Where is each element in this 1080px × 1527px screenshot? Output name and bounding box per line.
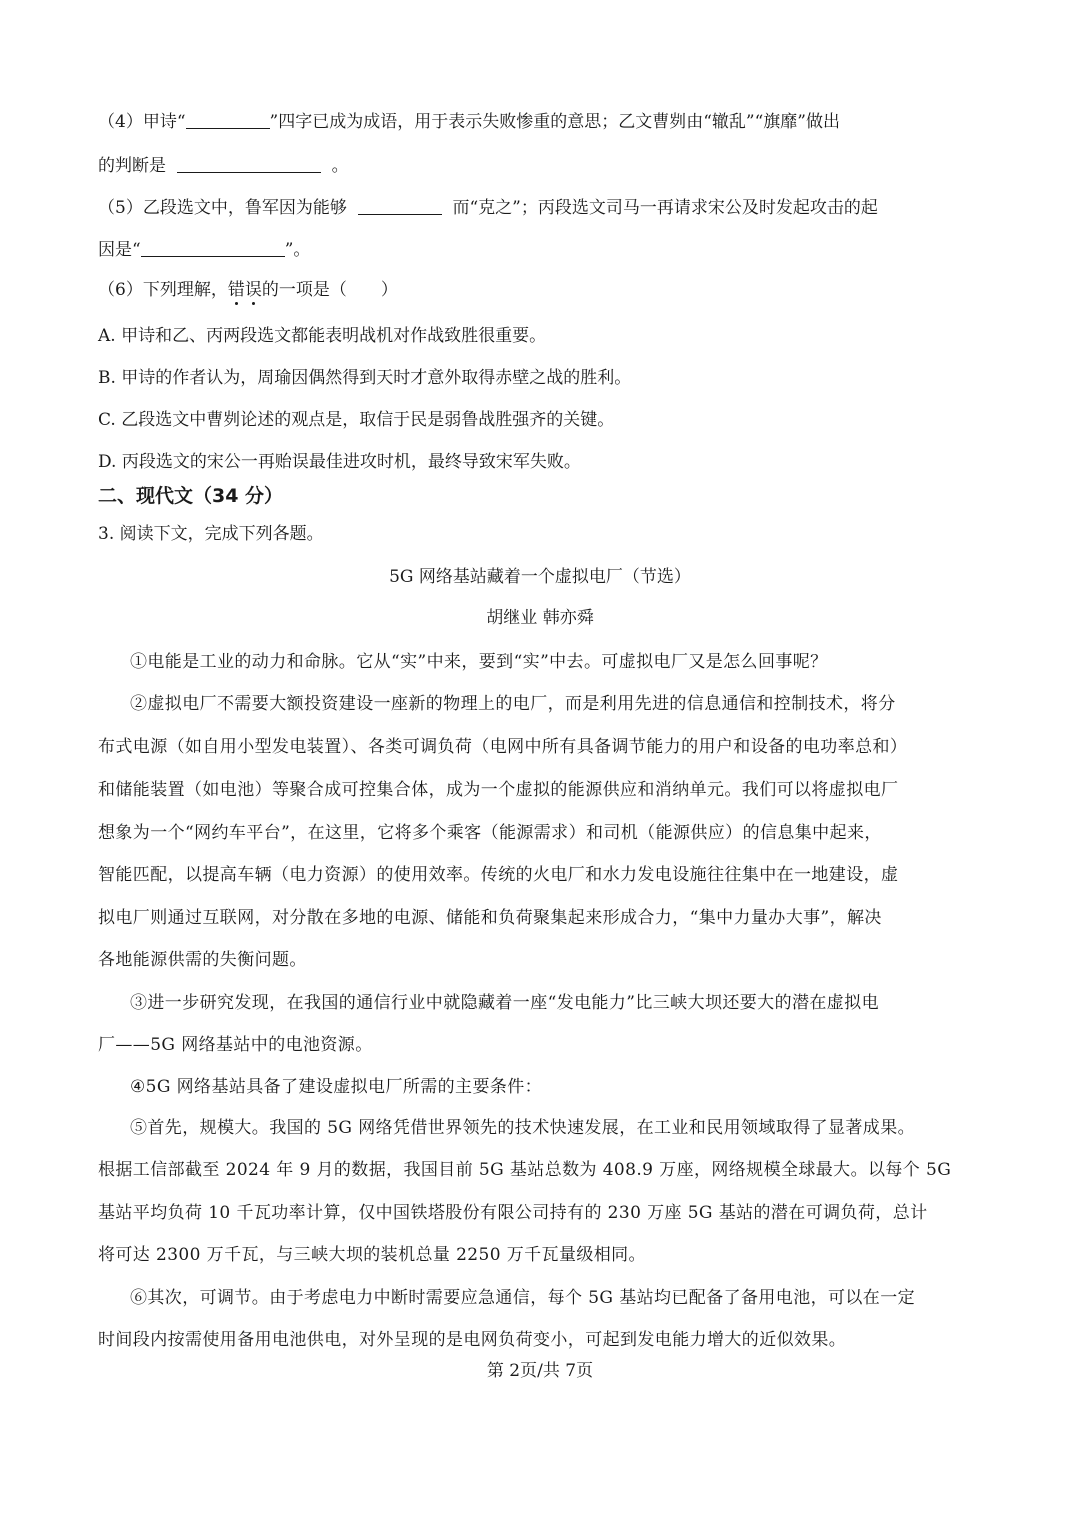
question-4-line-2 [98, 154, 982, 178]
section-heading: 二、现代文（34 分） [98, 485, 284, 507]
article-line: 智能匹配，以提高车辆（电力资源）的使用效率。传统的火电厂和水力发电设施往往集中在一地建设，虚 [98, 865, 899, 885]
article-line: 布式电源（如自用小型发电装置）、各类可调负荷（电网中所有具备调节能力的用户和设备的电功率总和） [98, 737, 908, 757]
article-line: ⑥其次，可调节。由于考虑电力中断时需要应急通信，每个 5G 基站均已配备了备用电池，可以在一定 [130, 1288, 916, 1308]
article-line: 和储能装置（如电池）等聚合成可控集合体，成为一个虚拟的能源供应和消纳单元。我们可以将虚拟电厂 [98, 780, 899, 800]
question-4-text-a: （4）甲诗“ [98, 112, 186, 132]
article-line: 时间段内按需使用备用电池供电，对外呈现的是电网负荷变小，可起到发电能力增大的近似效果。 [98, 1330, 847, 1350]
question-6-text-a: （6）下列理解， [98, 280, 228, 300]
question-4-text-b: ”四字已成为成语，用于表示失败惨重的意思；乙文曹刿由“辙乱”“旗靡”做出 [269, 112, 840, 132]
article-author: 胡继业 韩亦舜 [486, 608, 594, 628]
emphasis-char-2: 误 [244, 280, 262, 300]
article-line: ④5G 网络基站具备了建设虚拟电厂所需的主要条件： [130, 1077, 543, 1097]
page-number: 第 2页/共 7页 [486, 1361, 594, 1381]
emphasis-char-1: 错 [227, 280, 245, 300]
article-title: 5G 网络基站藏着一个虚拟电厂（节选） [389, 567, 691, 587]
article-line: 各地能源供需的失衡问题。 [98, 950, 307, 970]
option-b[interactable]: B. 甲诗的作者认为，周瑜因偶然得到天时才意外取得赤壁之战的胜利。 [98, 368, 632, 388]
article-line: 基站平均负荷 10 千瓦功率计算，仅中国铁塔股份有限公司持有的 230 万座 5G 基站的潜在可调负荷，总计 [98, 1203, 928, 1223]
option-c[interactable]: C. 乙段选文中曹刿论述的观点是，取信于民是弱鲁战胜强齐的关键。 [98, 410, 615, 430]
article-line: ①电能是工业的动力和命脉。它从“实”中来，要到“实”中去。可虚拟电厂又是怎么回事呢？ [130, 652, 828, 672]
option-a[interactable]: A. 甲诗和乙、丙两段选文都能表明战机对作战致胜很重要。 [98, 326, 547, 346]
article-line: ③进一步研究发现，在我国的通信行业中就隐藏着一座“发电能力”比三峡大坝还要大的潜在虚拟电 [130, 993, 879, 1013]
answer-blank-q5-2[interactable] [141, 238, 285, 257]
article-line: 厂——5G 网络基站中的电池资源。 [98, 1035, 373, 1055]
question-5-text-a: （5）乙段选文中，鲁军因为能够 [98, 198, 347, 218]
answer-blank-q4-2[interactable] [177, 154, 321, 173]
question-3-intro: 3. 阅读下文，完成下列各题。 [98, 524, 324, 544]
question-5-text-c: 因是“ [98, 240, 141, 260]
article-line: 想象为一个“网约车平台”，在这里，它将多个乘客（能源需求）和司机（能源供应）的信息集中起来， [98, 823, 882, 843]
question-6-text-b: 的一项是（ ） [261, 280, 398, 300]
question-5-text-d: ”。 [284, 240, 311, 260]
article-line: ②虚拟电厂不需要大额投资建设一座新的物理上的电厂，而是利用先进的信息通信和控制技术，将分 [130, 694, 896, 714]
question-5-line-1 [98, 196, 982, 220]
article-line: 拟电厂则通过互联网，对分散在多地的电源、储能和负荷聚集起来形成合力，“集中力量办大事”，解决 [98, 908, 882, 928]
question-5-line-2 [98, 238, 982, 262]
question-4-text-d: 。 [331, 156, 349, 176]
question-6-stem [98, 278, 982, 302]
article-line: 将可达 2300 万千瓦，与三峡大坝的装机总量 2250 万千瓦量级相同。 [98, 1245, 646, 1265]
question-4-text-c: 的判断是 [98, 156, 166, 176]
question-5-text-b: 而“克之”；丙段选文司马一再请求宋公及时发起攻击的起 [452, 198, 878, 218]
article-line: ⑤首先，规模大。我国的 5G 网络凭借世界领先的技术快速发展，在工业和民用领域取得了显著成果。 [130, 1118, 916, 1138]
answer-blank-q4-1[interactable] [186, 110, 270, 129]
question-4-line-1 [98, 110, 982, 134]
option-d[interactable]: D. 丙段选文的宋公一再贻误最佳进攻时机，最终导致宋军失败。 [98, 452, 581, 472]
answer-blank-q5-1[interactable] [358, 196, 442, 215]
article-line: 根据工信部截至 2024 年 9 月的数据，我国目前 5G 基站总数为 408.9 万座，网络规模全球最大。以每个 5G [98, 1160, 952, 1180]
